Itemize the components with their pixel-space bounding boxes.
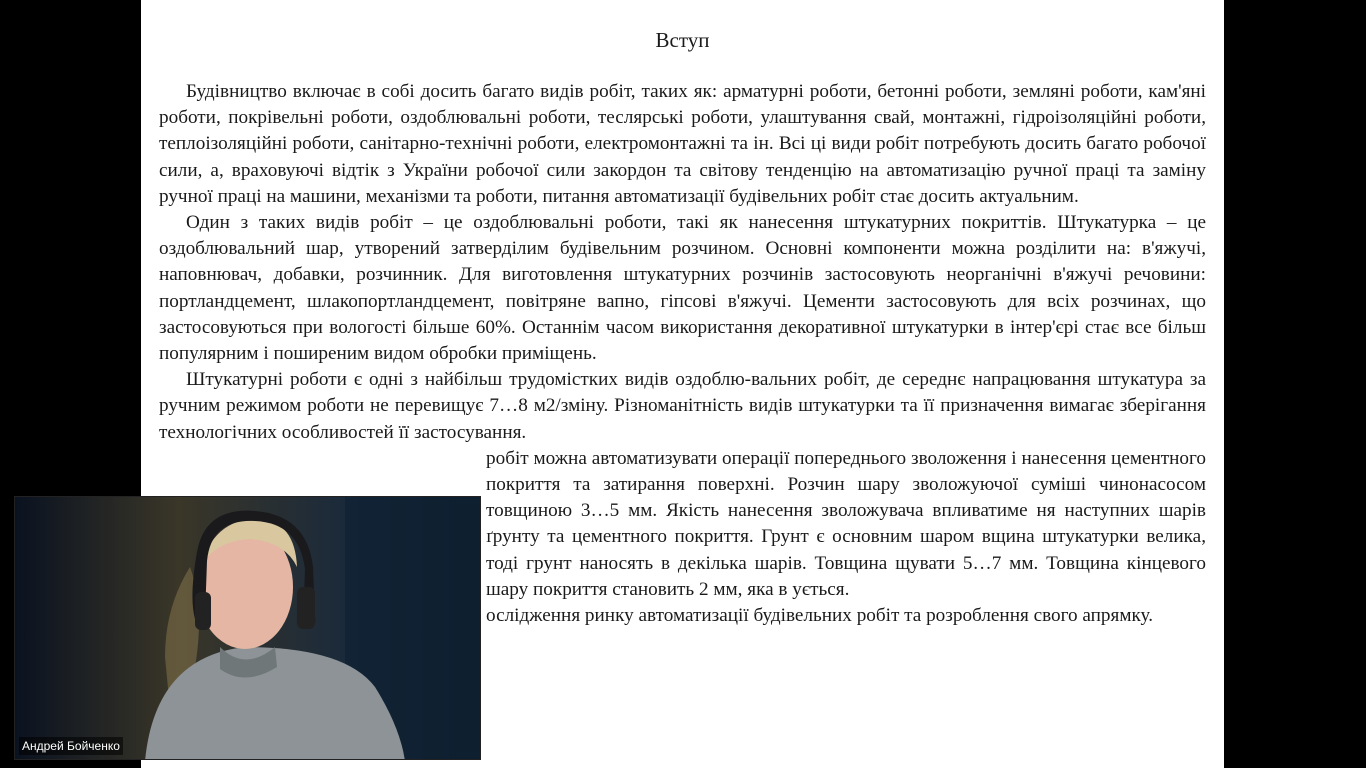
participant-video-tile[interactable] bbox=[14, 496, 481, 760]
paragraph-3: Штукатурні роботи є одні з найбільш трудомістких видів оздоблю-вальних робіт, де середнє напрацювання штукатура за ручним режимом роботи не перевищує 7…8 м2/зміну. Різноманітність видів штукатурки та її призначення вимагає зберігання технологічних особливостей її застосування. bbox=[159, 369, 1206, 443]
paragraph-2: Один з таких видів робіт – це оздоблювальні роботи, такі як нанесення штукатурних покриттів. Штукатурка – це оздоблювальний шар, утворений затверділим будівельним розчином. Основні компоненти можна розділити на: в'яжучі, наповнювач, добавки, розчинник. Для виготовлення штукатурних розчинів застосовують неорганічні в'яжучі речовини: портландцемент, шлакопортландцемент, повітряне вапно, гіпсові в'яжучі. Цементи застосовують для всіх розчинах, що застосовуються при вологості більше 60%. Останнім часом використання декоративної штукатурки в інтер'єрі стає все більш популярним і поширеним видом обробки приміщень. bbox=[159, 212, 1206, 365]
participant-name-label: Андрей Бойченко bbox=[19, 737, 123, 755]
paragraph-1: Будівництво включає в собі досить багато видів робіт, таких як: арматурні роботи, бетонні роботи, земляні роботи, кам'яні роботи, покрівельні роботи, оздоблювальні роботи, теслярські роботи, улаштування свай, монтажні, гідроізоляційні роботи, теплоізоляційні роботи, санітарно-технічні роботи, електромонтажні та ін. Всі ці види робіт потребують досить багато робочої сили, а, враховуючі відтік з України робочої сили закордон та світову тенденцію на автоматизацію ручної праці та заміну ручної праці на машини, механізми та роботи, питання автоматизації будівельних робіт стає досить актуальним. bbox=[159, 81, 1206, 207]
paragraph-5: ослідження ринку автоматизації будівельних робіт та розроблення свого апрямку. bbox=[486, 605, 1154, 627]
participant-video-image bbox=[15, 497, 481, 760]
paragraph-4: робіт можна автоматизувати операції попереднього зволоження і нанесення цементного покриття та затирання поверхні. Розчин шару зволожуючої суміші чинонасосом товщиною 3…5 мм. Якість нанесення зволожувача впливатиме ня наступних шарів ґрунту та цементного покриття. Грунт є основним шаром вщина штукатурки велика, тоді грунт наносять в декілька шарів. Товщина щувати 5…7 мм. Товщина кінцевого шару покриття становить 2 мм, яка в ується. bbox=[486, 447, 1206, 600]
document-title: Вступ bbox=[655, 28, 710, 52]
